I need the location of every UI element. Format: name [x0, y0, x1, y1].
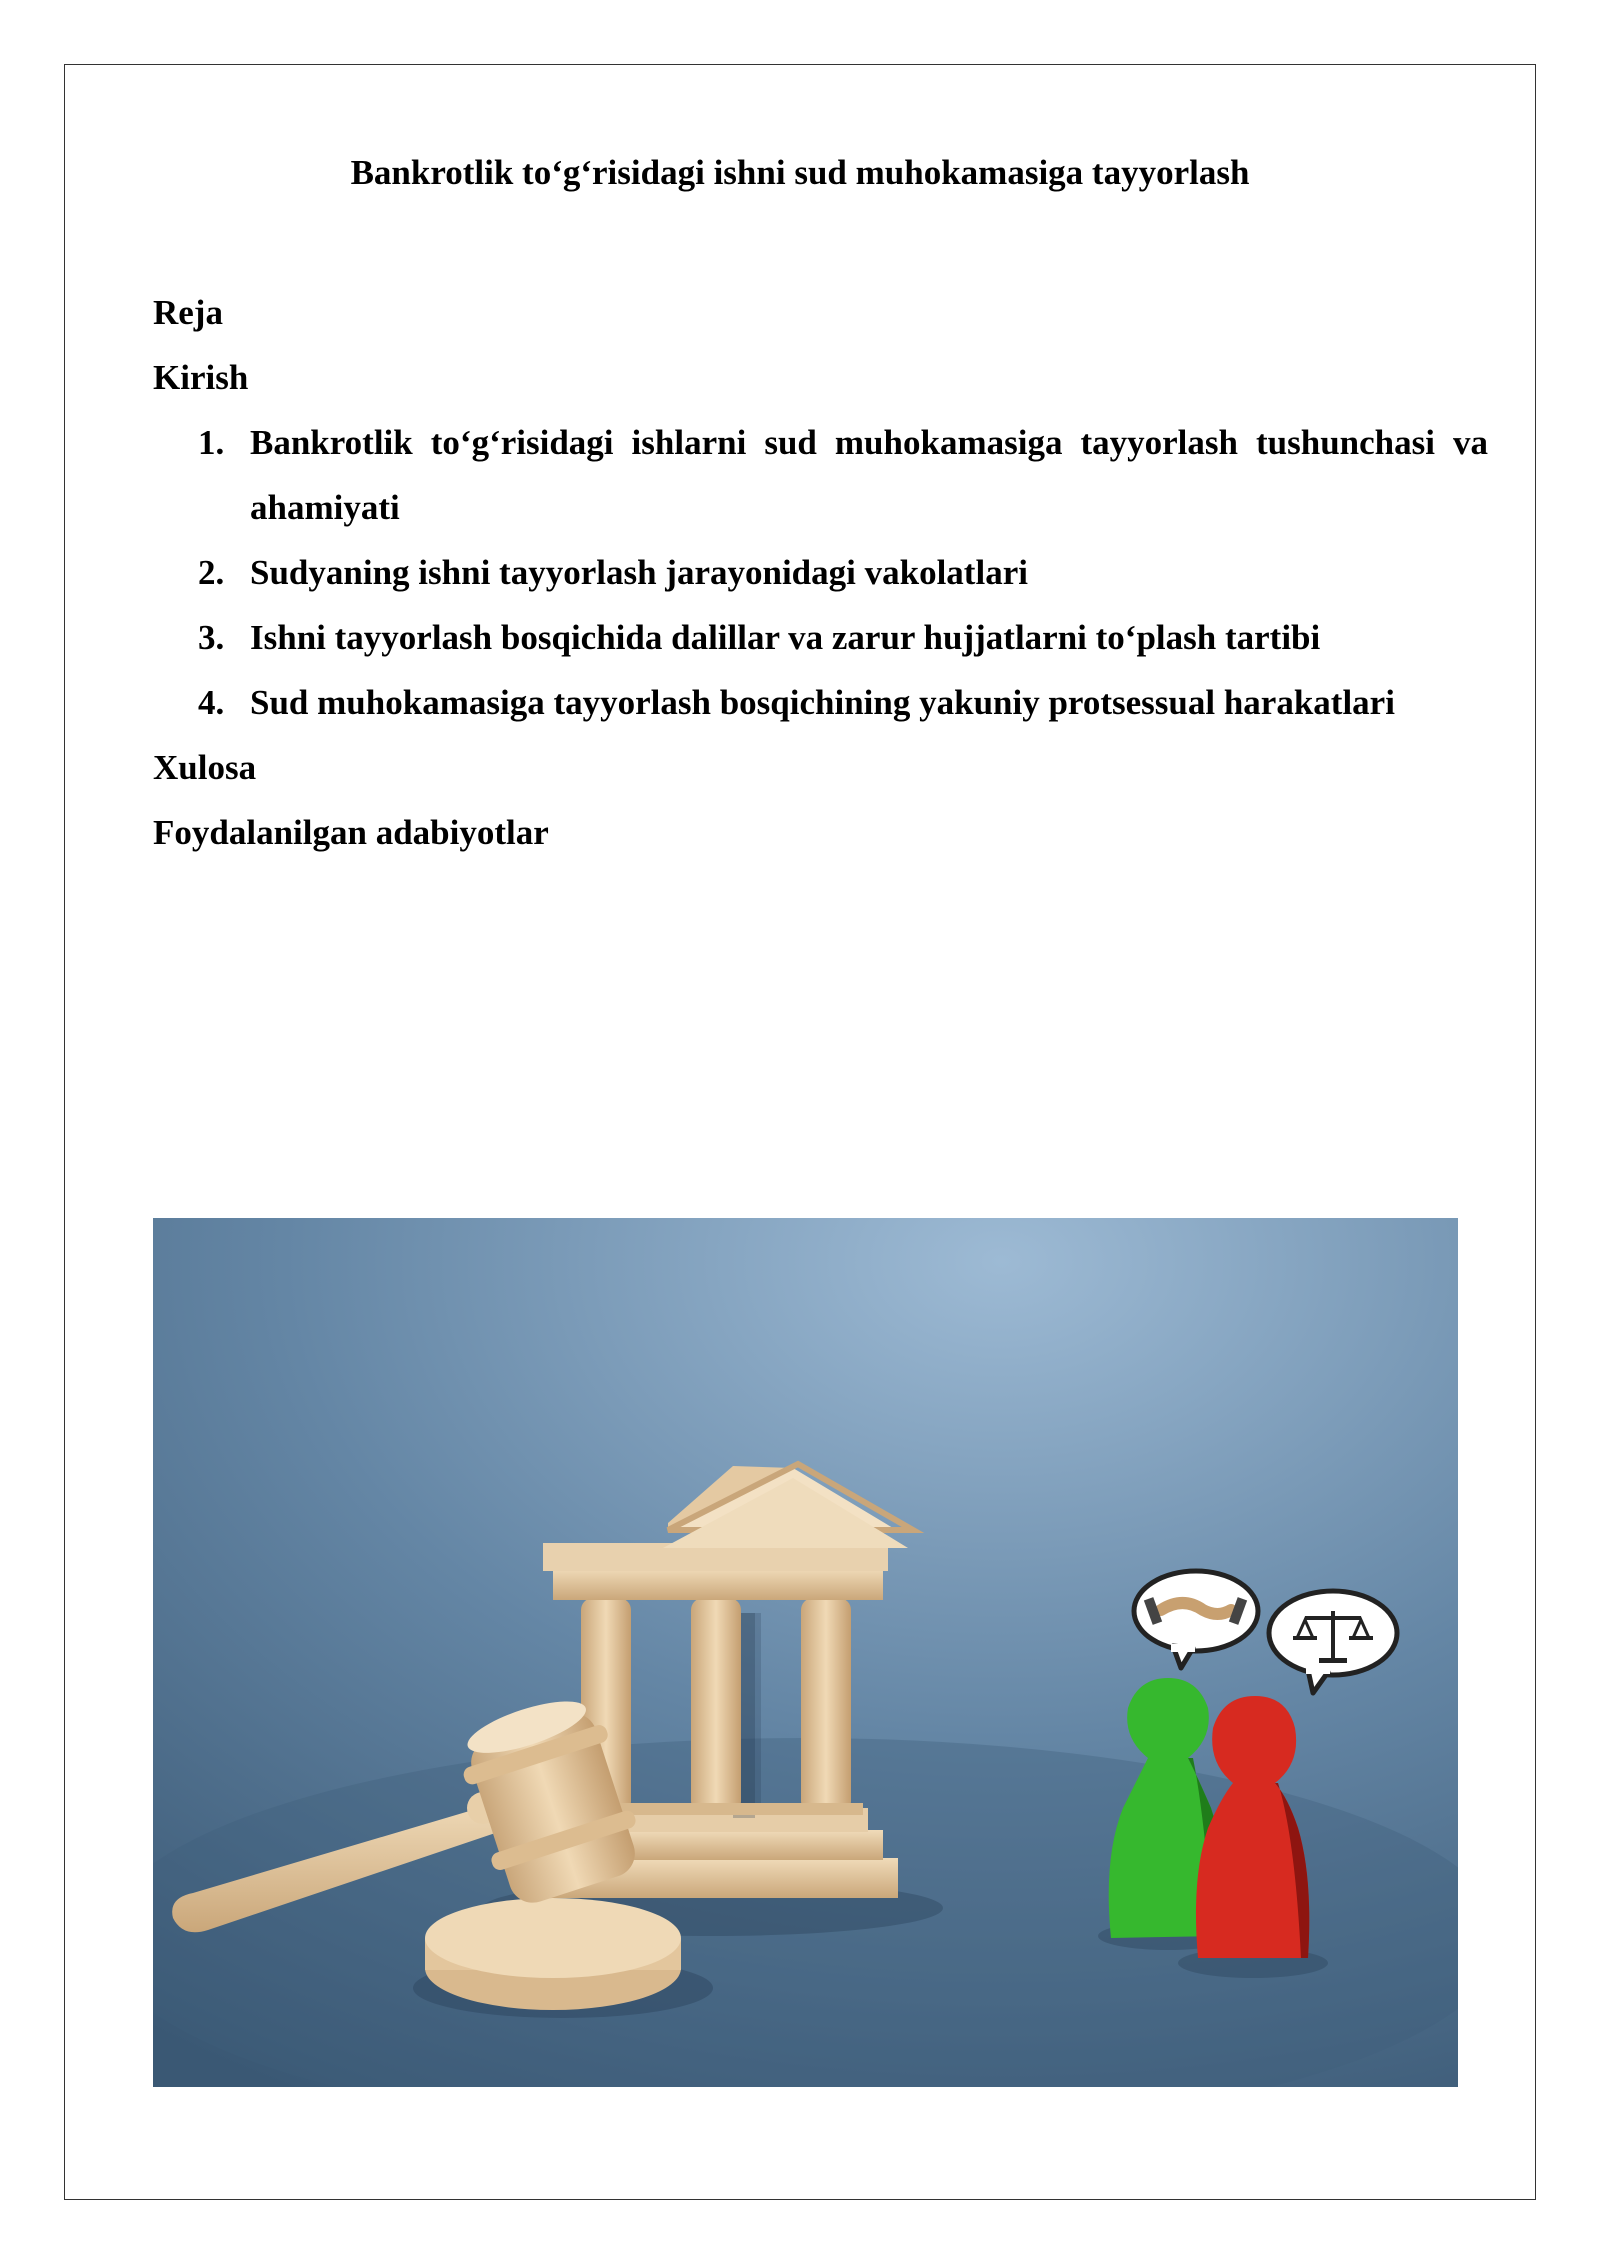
plan-list — [153, 410, 1488, 735]
plan-section — [153, 280, 1488, 865]
plan-item-number: 1. — [198, 423, 225, 462]
conclusion-heading: Xulosa — [153, 748, 257, 787]
plan-item — [153, 540, 1488, 605]
plan-item-text: Bankrotlik to‘g‘risidagi ishlarni sud muhokamasiga tayyorlash tushunchasi va ahamiyati — [250, 423, 1488, 527]
plan-item-text: Ishni tayyorlash bosqichida dalillar va zarur hujjatlarni to‘plash tartibi — [250, 618, 1321, 657]
plan-item-number: 4. — [198, 683, 225, 722]
plan-item-number: 2. — [198, 553, 225, 592]
intro-heading: Kirish — [153, 358, 249, 397]
plan-item-text: Sudyaning ishni tayyorlash jarayonidagi vakolatlari — [250, 553, 1028, 592]
plan-item — [153, 605, 1488, 670]
references-heading: Foydalanilgan adabiyotlar — [153, 813, 549, 852]
plan-item — [153, 670, 1488, 735]
plan-item-number: 3. — [198, 618, 225, 657]
plan-item-text: Sud muhokamasiga tayyorlash bosqichining yakuniy protsessual harakatlari — [250, 683, 1395, 722]
plan-heading: Reja — [153, 293, 223, 332]
plan-item — [153, 410, 1488, 540]
illustration-photo — [153, 1218, 1458, 2087]
document-title: Bankrotlik to‘g‘risidagi ishni sud muhokamasiga tayyorlash — [350, 153, 1250, 192]
